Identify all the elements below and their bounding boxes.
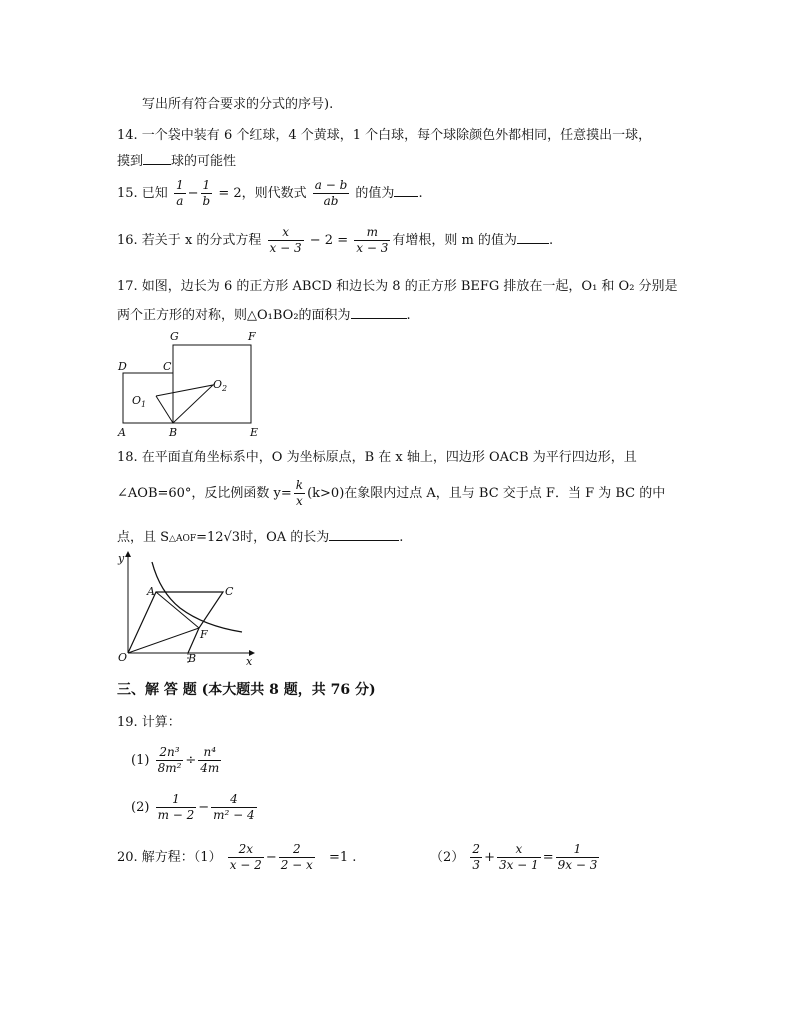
q20-p2-frac2 xyxy=(497,842,541,873)
q19-p1-frac2-num: n⁴ xyxy=(198,745,221,761)
q18-frac-num: k xyxy=(295,478,304,492)
figure-17-squares xyxy=(112,328,272,440)
q17-line1: 17. 如图，边长为 6 的正方形 ABCD 和边长为 8 的正方形 BEFG 排放在一起，O₁ 和 O₂ 分别是 xyxy=(117,279,678,294)
label-c18: C xyxy=(225,585,234,598)
q20-p2-frac3-den: 9x − 3 xyxy=(557,858,598,872)
q17-text-b: . xyxy=(406,308,411,323)
q16-frac2-num: m xyxy=(354,225,390,241)
q20-p1-frac1-den: x − 2 xyxy=(229,858,262,872)
q18-line2 xyxy=(117,478,665,509)
label-c: C xyxy=(163,360,172,373)
q20-p2-frac2-den: 3x − 1 xyxy=(498,858,539,872)
label-a: A xyxy=(118,426,126,439)
q14-text-b: 球的可能性 xyxy=(171,154,237,169)
q18-line3 xyxy=(117,526,403,545)
q18-line1: 18. 在平面直角坐标系中，O 为坐标原点，B 在 x 轴上，四边形 OACB 为平行四边形，且 xyxy=(117,450,637,465)
label-f: F xyxy=(248,330,256,343)
q16-frac1 xyxy=(268,225,304,256)
label-x: x xyxy=(246,655,253,668)
q20-p1-op: − xyxy=(265,850,277,865)
q19-p2-frac1 xyxy=(156,792,197,823)
q15-end: . xyxy=(418,186,423,201)
q20-title: 20. 解方程：（1） xyxy=(117,850,222,865)
q16-end: . xyxy=(548,233,554,248)
q20-p2-frac1-den: 3 xyxy=(472,858,481,872)
q20-p2-frac2-num: x xyxy=(497,842,541,858)
q19-p1-frac1-num: 2n³ xyxy=(156,745,184,761)
q16-frac2-den: x − 3 xyxy=(356,241,389,255)
q14-line2 xyxy=(117,150,236,169)
q19-p2-frac2-den: m² − 4 xyxy=(213,808,255,822)
q15-minus: − xyxy=(187,186,199,201)
q15-blank xyxy=(394,194,418,197)
q17-blank xyxy=(351,316,407,319)
q20-p2-eq: = xyxy=(542,850,554,865)
q20-p1-frac2-den: 2 − x xyxy=(280,858,313,872)
triangle-o1-b-o2 xyxy=(156,385,213,423)
q15-frac2-den: b xyxy=(202,194,211,208)
label-o1-main: O xyxy=(132,394,142,407)
q17-line2 xyxy=(117,304,411,323)
segment-of xyxy=(128,628,199,653)
q20-p1-frac1 xyxy=(228,842,264,873)
q20-p2-frac3-num: 1 xyxy=(556,842,600,858)
q17-text-a: 两个正方形的对称，则△O₁BO₂的面积为 xyxy=(117,308,351,323)
label-a18: A xyxy=(147,585,155,598)
q14-text-a: 摸到 xyxy=(117,154,144,169)
q20-part2 xyxy=(430,842,601,873)
q18-blank xyxy=(329,538,399,541)
q15-frac1 xyxy=(174,178,186,209)
label-o2-sub: 2 xyxy=(222,384,228,393)
q19-p1-label: (1) xyxy=(131,753,150,768)
q15-frac3-den: ab xyxy=(323,194,339,208)
q15-frac3 xyxy=(313,178,350,209)
q14-line1: 14. 一个袋中装有 6 个红球，4 个黄球，1 个白球，每个球除颜色外都相同，任意摸出一球， xyxy=(117,128,652,143)
q18-frac-den: x xyxy=(296,494,303,508)
q19-p1-frac1-den: 8m² xyxy=(157,761,182,775)
q13-tail: 写出所有符合要求的分式的序号). xyxy=(142,97,334,112)
q15-frac2-num: 1 xyxy=(201,178,213,194)
q19-p2-frac1-num: 1 xyxy=(156,792,197,808)
q15-prefix: 15. 已知 xyxy=(117,186,168,201)
q20-p2-frac1-num: 2 xyxy=(472,842,481,856)
q18-text-b: (k>0)在象限内过点 A，且与 BC 交于点 F．当 F 为 BC 的中 xyxy=(307,486,666,501)
q19-part2 xyxy=(131,792,259,823)
section-3-title: 三、解 答 题 (本大题共 8 题，共 76 分) xyxy=(117,682,376,698)
q15-line xyxy=(117,178,423,209)
label-d: D xyxy=(118,360,127,373)
q14-blank xyxy=(143,162,171,165)
q19-p1-op: ÷ xyxy=(185,753,197,768)
q20-p2-op: + xyxy=(484,850,495,865)
q20-p1-frac2 xyxy=(279,842,315,873)
q15-eq: = 2，则代数式 xyxy=(218,186,307,201)
q20-p1-frac2-num: 2 xyxy=(279,842,315,858)
q15-frac3-num: a − b xyxy=(314,178,348,192)
label-g: G xyxy=(170,330,179,343)
label-o2 xyxy=(213,378,227,393)
q19-p2-label: (2) xyxy=(131,800,150,815)
segment-af xyxy=(156,592,199,628)
q16-prefix: 16. 若关于 x 的分式方程 xyxy=(117,233,262,248)
q20-part1 xyxy=(117,842,356,873)
label-o: O xyxy=(118,651,128,664)
q18-sub: △AOF xyxy=(169,534,197,544)
q20-p2-frac1 xyxy=(470,842,482,873)
figure-18-coordinate xyxy=(112,548,262,670)
q18-text-e: . xyxy=(399,530,404,545)
q16-line xyxy=(117,225,553,256)
q19-p2-frac2 xyxy=(211,792,257,823)
q19-p2-frac1-den: m − 2 xyxy=(157,808,195,822)
label-o1-sub: 1 xyxy=(141,400,147,409)
label-b18: B xyxy=(188,652,197,665)
q15-suffix: 的值为 xyxy=(351,186,395,201)
q16-frac2 xyxy=(354,225,390,256)
label-f18: F xyxy=(200,628,208,641)
label-b: B xyxy=(169,426,178,439)
q16-suffix: 有增根，则 m 的值为 xyxy=(392,233,517,248)
q18-text-a: ∠AOB=60°，反比例函数 y= xyxy=(117,486,292,501)
parallelogram xyxy=(128,592,223,653)
q20-p1-eq: =1 . xyxy=(328,850,357,865)
q15-frac1-den: a xyxy=(176,194,184,208)
q15-frac1-num: 1 xyxy=(175,178,184,192)
q19-p2-op: − xyxy=(198,800,210,815)
q16-frac1-num: x xyxy=(268,225,304,241)
q19-p1-frac1 xyxy=(156,745,184,776)
q18-text-c: 点，且 S xyxy=(117,530,170,545)
q18-text-d: =12√3时，OA 的长为 xyxy=(196,530,330,545)
q19-p2-frac2-num: 4 xyxy=(211,792,257,808)
q20-p1-frac1-num: 2x xyxy=(228,842,264,858)
q19-title: 19. 计算： xyxy=(117,715,181,730)
q19-p1-frac2-den: 4m xyxy=(200,761,220,775)
label-y: y xyxy=(118,552,125,565)
q16-frac1-den: x − 3 xyxy=(269,241,302,255)
q16-mid: − 2 = xyxy=(309,233,349,248)
label-e: E xyxy=(250,426,259,439)
q19-part1 xyxy=(131,745,223,776)
q19-p1-frac2 xyxy=(198,745,221,776)
q20-p2-label: （2） xyxy=(430,850,465,865)
q18-frac xyxy=(294,478,305,509)
label-o2-main: O xyxy=(213,378,223,391)
label-o1 xyxy=(132,394,146,409)
square-abcd xyxy=(123,373,173,423)
q16-blank xyxy=(517,241,549,244)
q20-p2-frac3 xyxy=(556,842,600,873)
q15-frac2 xyxy=(201,178,213,209)
